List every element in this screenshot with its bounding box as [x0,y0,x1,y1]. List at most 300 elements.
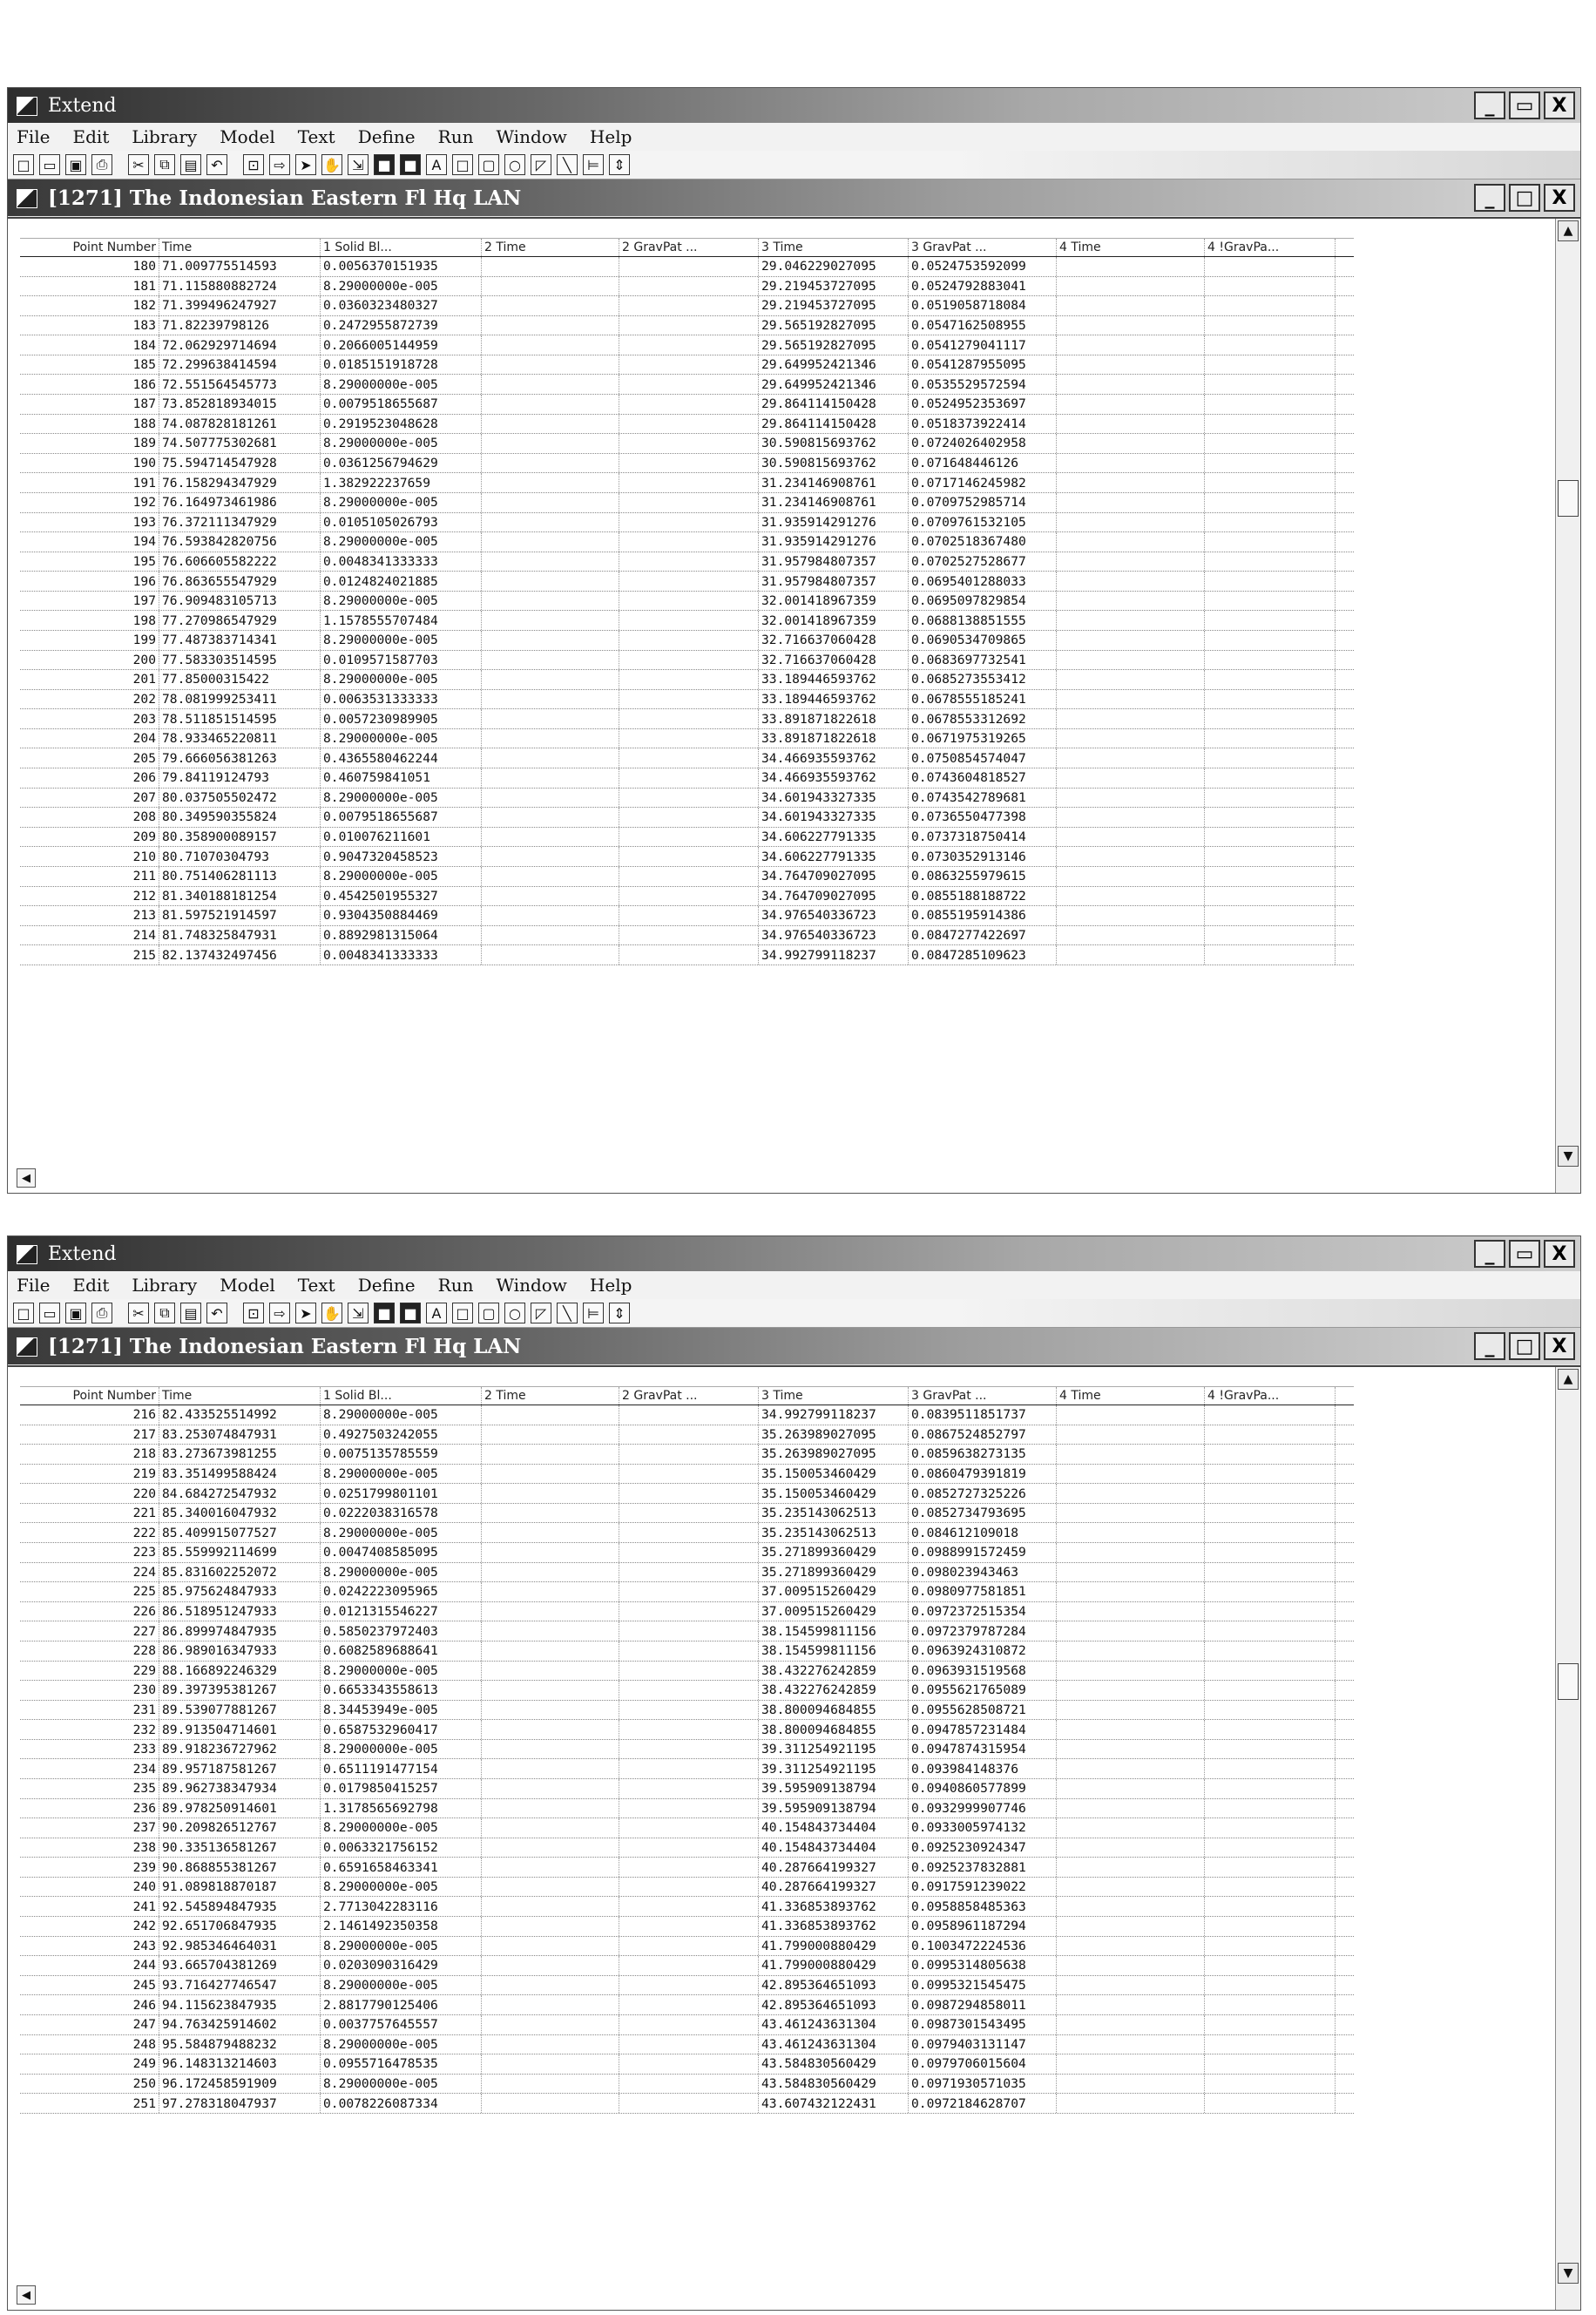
table-cell[interactable] [1205,1858,1336,1877]
col-header-point-number[interactable]: Point Number [20,239,159,256]
table-cell[interactable]: 85.409915077527 [159,1523,321,1542]
menu-edit[interactable]: Edit [72,126,110,147]
table-cell[interactable]: 214 [20,926,159,945]
table-cell[interactable]: 92.985346464031 [159,1937,321,1956]
table-cell[interactable]: 83.273673981255 [159,1445,321,1464]
table-cell[interactable] [619,513,759,532]
table-cell[interactable]: 0.0750854574047 [909,748,1057,768]
copy-icon[interactable]: ⧉ [154,154,175,175]
table-cell[interactable] [619,335,759,355]
menu-library[interactable]: Library [132,1275,198,1296]
table-cell[interactable]: 201 [20,670,159,689]
col-header-time-3[interactable]: 3 Time [759,239,909,256]
table-cell[interactable]: 77.85000315422 [159,670,321,689]
table-cell[interactable] [619,572,759,591]
table-cell[interactable]: 0.0958961187294 [909,1917,1057,1936]
table-cell[interactable]: 251 [20,2094,159,2113]
polygon-tool-icon[interactable]: ◸ [531,154,551,175]
menu-file[interactable]: File [17,126,51,147]
table-cell[interactable] [482,1759,619,1778]
zoom-icon[interactable]: ⊡ [243,154,264,175]
table-cell[interactable]: 74.087828181261 [159,415,321,434]
table-cell[interactable]: 88.166892246329 [159,1662,321,1681]
table-cell[interactable]: 248 [20,2035,159,2054]
table-cell[interactable] [482,434,619,453]
table-cell[interactable] [1205,434,1336,453]
table-cell[interactable]: 8.29000000e-005 [321,434,482,453]
table-cell[interactable]: 221 [20,1504,159,1523]
minimize-button[interactable]: _ [1474,1240,1505,1268]
table-cell[interactable]: 89.962738347934 [159,1779,321,1798]
table-cell[interactable]: 85.559992114699 [159,1543,321,1562]
table-cell[interactable]: 8.29000000e-005 [321,375,482,394]
table-cell[interactable] [1057,867,1205,886]
table-cell[interactable]: 194 [20,532,159,552]
table-cell[interactable]: 244 [20,1956,159,1975]
table-cell[interactable] [619,1858,759,1877]
restore-button[interactable]: ▭ [1509,91,1540,119]
table-cell[interactable]: 0.2919523048628 [321,415,482,434]
table-cell[interactable]: 81.748325847931 [159,926,321,945]
table-cell[interactable]: 80.358900089157 [159,828,321,847]
table-cell[interactable]: 0.0678555185241 [909,690,1057,709]
menu-edit[interactable]: Edit [72,1275,110,1296]
table-cell[interactable]: 0.0863255979615 [909,867,1057,886]
table-cell[interactable]: 213 [20,906,159,925]
table-cell[interactable]: 220 [20,1484,159,1503]
table-cell[interactable] [1057,316,1205,335]
table-cell[interactable] [1205,1484,1336,1503]
table-cell[interactable] [482,395,619,414]
doc-close-button[interactable]: X [1544,184,1575,212]
table-cell[interactable] [482,1465,619,1484]
table-cell[interactable]: 0.0109571587703 [321,651,482,670]
table-cell[interactable] [619,296,759,315]
table-cell[interactable]: 29.219453727095 [759,296,909,315]
table-cell[interactable]: 0.0847277422697 [909,926,1057,945]
table-cell[interactable]: 81.597521914597 [159,906,321,925]
table-cell[interactable] [1205,1956,1336,1975]
table-cell[interactable]: 89.978250914601 [159,1799,321,1818]
table-cell[interactable]: 0.0933005974132 [909,1818,1057,1838]
table-cell[interactable] [1057,926,1205,945]
table-cell[interactable]: 34.976540336723 [759,906,909,925]
table-cell[interactable] [1205,651,1336,670]
table-cell[interactable] [1205,2094,1336,2113]
table-cell[interactable] [482,651,619,670]
table-cell[interactable]: 0.0988991572459 [909,1543,1057,1562]
table-cell[interactable] [1057,1759,1205,1778]
table-cell[interactable]: 241 [20,1897,159,1916]
restore-button[interactable]: ▭ [1509,1240,1540,1268]
col-header-solid-bl[interactable]: 1 Solid Bl... [321,239,482,256]
table-cell[interactable]: 38.154599811156 [759,1641,909,1661]
table-cell[interactable]: 38.800094684855 [759,1701,909,1720]
oval-tool-icon[interactable]: ○ [504,154,525,175]
menu-help[interactable]: Help [589,1275,632,1296]
table-cell[interactable]: 8.34453949e-005 [321,1701,482,1720]
table-cell[interactable] [482,828,619,847]
table-cell[interactable]: 90.335136581267 [159,1838,321,1858]
fill-pattern-icon[interactable]: ■ [400,154,421,175]
table-cell[interactable]: 212 [20,887,159,906]
table-cell[interactable]: 211 [20,867,159,886]
table-cell[interactable] [482,1523,619,1542]
table-cell[interactable]: 35.271899360429 [759,1563,909,1582]
table-cell[interactable]: 0.0955716478535 [321,2054,482,2074]
scroll-down-icon[interactable]: ▼ [1558,2263,1579,2284]
table-cell[interactable] [482,1425,619,1445]
table-cell[interactable]: 78.933465220811 [159,729,321,748]
table-cell[interactable]: 0.0940860577899 [909,1779,1057,1798]
table-cell[interactable]: 196 [20,572,159,591]
col-header-time-3[interactable]: 3 Time [759,1387,909,1405]
table-cell[interactable]: 193 [20,513,159,532]
table-cell[interactable]: 8.29000000e-005 [321,1405,482,1425]
table-cell[interactable] [619,1897,759,1916]
table-cell[interactable]: 0.0963924310872 [909,1641,1057,1661]
table-cell[interactable] [1057,828,1205,847]
table-cell[interactable]: 0.0105105026793 [321,513,482,532]
table-cell[interactable] [619,277,759,296]
table-cell[interactable] [482,1995,619,2014]
table-cell[interactable]: 0.0518373922414 [909,415,1057,434]
table-cell[interactable] [1057,690,1205,709]
table-cell[interactable] [1057,1818,1205,1838]
table-cell[interactable]: 38.800094684855 [759,1720,909,1739]
table-cell[interactable]: 187 [20,395,159,414]
table-cell[interactable]: 0.9047320458523 [321,847,482,866]
table-cell[interactable]: 40.154843734404 [759,1838,909,1858]
table-cell[interactable] [1205,1621,1336,1641]
table-cell[interactable] [1057,611,1205,630]
table-cell[interactable] [619,2075,759,2094]
table-cell[interactable]: 238 [20,1838,159,1858]
table-cell[interactable] [1057,415,1205,434]
table-cell[interactable]: 31.234146908761 [759,473,909,492]
table-cell[interactable] [1057,1995,1205,2014]
table-cell[interactable] [482,552,619,572]
table-cell[interactable]: 41.336853893762 [759,1897,909,1916]
table-cell[interactable]: 0.0859638273135 [909,1445,1057,1464]
table-cell[interactable] [482,1878,619,1897]
table-cell[interactable] [1057,2094,1205,2113]
table-cell[interactable]: 0.0037757645557 [321,2015,482,2034]
clone-icon[interactable]: ⇲ [348,154,369,175]
table-cell[interactable]: 32.716637060428 [759,651,909,670]
text-tool-icon[interactable]: A [426,1303,447,1323]
table-cell[interactable] [1205,1602,1336,1621]
table-cell[interactable]: 0.0063321756152 [321,1838,482,1858]
table-cell[interactable]: 35.150053460429 [759,1484,909,1503]
table-cell[interactable] [482,335,619,355]
table-cell[interactable]: 231 [20,1701,159,1720]
table-cell[interactable] [482,611,619,630]
table-cell[interactable]: 0.0688138851555 [909,611,1057,630]
table-cell[interactable] [619,1484,759,1503]
table-cell[interactable]: 31.234146908761 [759,493,909,512]
table-cell[interactable]: 76.158294347929 [159,473,321,492]
table-cell[interactable] [1205,473,1336,492]
table-cell[interactable]: 0.0690534709865 [909,631,1057,650]
table-cell[interactable] [482,867,619,886]
table-cell[interactable]: 29.649952421346 [759,375,909,394]
table-cell[interactable]: 215 [20,945,159,965]
table-cell[interactable] [482,1484,619,1503]
table-cell[interactable] [482,296,619,315]
col-header-time-4[interactable]: 4 Time [1057,239,1205,256]
table-cell[interactable]: 79.666056381263 [159,748,321,768]
table-cell[interactable]: 30.590815693762 [759,434,909,453]
table-cell[interactable] [1057,906,1205,925]
table-cell[interactable] [619,316,759,335]
table-cell[interactable]: 226 [20,1602,159,1621]
table-cell[interactable]: 34.466935593762 [759,768,909,788]
table-cell[interactable] [619,1838,759,1858]
table-cell[interactable]: 0.4927503242055 [321,1425,482,1445]
table-cell[interactable]: 83.253074847931 [159,1425,321,1445]
table-cell[interactable]: 184 [20,335,159,355]
table-cell[interactable]: 33.891871822618 [759,729,909,748]
table-cell[interactable]: 0.0063531333333 [321,690,482,709]
table-cell[interactable] [1205,1720,1336,1739]
table-cell[interactable] [1057,2015,1205,2034]
table-cell[interactable]: 1.382922237659 [321,473,482,492]
table-cell[interactable]: 90.209826512767 [159,1818,321,1838]
table-cell[interactable]: 8.29000000e-005 [321,493,482,512]
table-cell[interactable]: 0.0932999907746 [909,1799,1057,1818]
table-cell[interactable]: 8.29000000e-005 [321,1465,482,1484]
table-cell[interactable] [482,1897,619,1916]
table-cell[interactable]: 223 [20,1543,159,1562]
table-cell[interactable] [1057,1602,1205,1621]
table-cell[interactable] [1205,355,1336,375]
table-cell[interactable]: 78.511851514595 [159,709,321,728]
table-cell[interactable] [1057,572,1205,591]
table-cell[interactable]: 0.6511191477154 [321,1759,482,1778]
table-cell[interactable] [619,2035,759,2054]
table-cell[interactable]: 0.0695097829854 [909,592,1057,611]
table-cell[interactable] [1057,1937,1205,1956]
table-cell[interactable] [619,1878,759,1897]
vertical-scrollbar[interactable] [1555,1367,1580,2310]
scroll-down-icon[interactable]: ▼ [1558,1146,1579,1167]
table-cell[interactable] [1057,709,1205,728]
table-cell[interactable]: 38.154599811156 [759,1621,909,1641]
table-cell[interactable]: 206 [20,768,159,788]
table-cell[interactable] [619,395,759,414]
table-cell[interactable] [482,1504,619,1523]
table-cell[interactable] [482,808,619,827]
table-cell[interactable] [1057,493,1205,512]
table-cell[interactable]: 0.0519058718084 [909,296,1057,315]
table-cell[interactable]: 0.093984148376 [909,1759,1057,1778]
table-cell[interactable] [482,906,619,925]
table-cell[interactable]: 235 [20,1779,159,1798]
table-cell[interactable]: 233 [20,1740,159,1759]
table-cell[interactable] [482,1799,619,1818]
table-cell[interactable]: 0.5850237972403 [321,1621,482,1641]
table-cell[interactable]: 0.0541279041117 [909,335,1057,355]
table-cell[interactable]: 203 [20,709,159,728]
table-cell[interactable] [482,945,619,965]
table-cell[interactable]: 39.311254921195 [759,1740,909,1759]
table-cell[interactable]: 77.487383714341 [159,631,321,650]
table-cell[interactable] [1205,748,1336,768]
table-cell[interactable]: 77.270986547929 [159,611,321,630]
table-cell[interactable]: 0.0972372515354 [909,1602,1057,1621]
open-file-icon[interactable]: ▭ [39,1303,60,1323]
table-cell[interactable] [619,1701,759,1720]
table-cell[interactable] [1057,887,1205,906]
doc-minimize-button[interactable]: _ [1474,1332,1505,1360]
table-cell[interactable] [482,1701,619,1720]
table-cell[interactable] [482,1681,619,1700]
table-cell[interactable] [1057,2075,1205,2094]
table-cell[interactable] [1205,828,1336,847]
table-cell[interactable] [1205,729,1336,748]
table-cell[interactable] [1205,808,1336,827]
table-cell[interactable] [1205,375,1336,394]
table-cell[interactable] [1205,415,1336,434]
table-cell[interactable]: 0.6653343558613 [321,1681,482,1700]
table-cell[interactable] [619,1641,759,1661]
menu-define[interactable]: Define [357,126,416,147]
table-cell[interactable]: 0.0685273553412 [909,670,1057,689]
table-cell[interactable] [1057,1740,1205,1759]
table-cell[interactable]: 186 [20,375,159,394]
table-cell[interactable]: 1.3178565692798 [321,1799,482,1818]
open-file-icon[interactable]: ▭ [39,154,60,175]
table-cell[interactable]: 85.975624847933 [159,1582,321,1601]
table-cell[interactable]: 8.29000000e-005 [321,1563,482,1582]
table-cell[interactable]: 0.010076211601 [321,828,482,847]
table-cell[interactable]: 247 [20,2015,159,2034]
menu-file[interactable]: File [17,1275,51,1296]
table-cell[interactable]: 39.595909138794 [759,1779,909,1798]
table-cell[interactable]: 207 [20,789,159,808]
table-cell[interactable]: 31.957984807357 [759,572,909,591]
table-cell[interactable]: 76.372111347929 [159,513,321,532]
table-cell[interactable] [1057,768,1205,788]
table-cell[interactable]: 80.349590355824 [159,808,321,827]
table-cell[interactable]: 0.0995314805638 [909,1956,1057,1975]
table-cell[interactable] [619,532,759,552]
table-cell[interactable] [619,906,759,925]
table-cell[interactable] [1057,1720,1205,1739]
table-cell[interactable]: 76.593842820756 [159,532,321,552]
table-cell[interactable]: 0.0955621765089 [909,1681,1057,1700]
table-cell[interactable]: 89.913504714601 [159,1720,321,1739]
table-cell[interactable]: 0.0980977581851 [909,1582,1057,1601]
col-header-time-4[interactable]: 4 Time [1057,1387,1205,1405]
table-cell[interactable] [619,1582,759,1601]
table-cell[interactable]: 222 [20,1523,159,1542]
table-cell[interactable] [619,887,759,906]
table-cell[interactable] [482,592,619,611]
table-cell[interactable] [1057,532,1205,552]
doc-minimize-button[interactable]: _ [1474,184,1505,212]
table-cell[interactable] [1205,1740,1336,1759]
table-cell[interactable]: 0.0524792883041 [909,277,1057,296]
table-cell[interactable]: 218 [20,1445,159,1464]
table-cell[interactable]: 33.891871822618 [759,709,909,728]
table-cell[interactable]: 39.311254921195 [759,1759,909,1778]
rectangle-tool-icon[interactable]: □ [452,1303,473,1323]
table-cell[interactable] [1057,1662,1205,1681]
table-cell[interactable]: 0.4365580462244 [321,748,482,768]
table-cell[interactable]: 0.9304350884469 [321,906,482,925]
table-cell[interactable]: 0.0867524852797 [909,1425,1057,1445]
table-cell[interactable] [1205,1543,1336,1562]
oval-tool-icon[interactable]: ○ [504,1303,525,1323]
table-cell[interactable] [482,1720,619,1739]
table-cell[interactable] [1205,1838,1336,1858]
table-cell[interactable]: 8.29000000e-005 [321,532,482,552]
table-cell[interactable]: 0.0852734793695 [909,1504,1057,1523]
table-cell[interactable]: 34.764709027095 [759,887,909,906]
col-header-gravpat-2[interactable]: 2 GravPat ... [619,239,759,256]
table-cell[interactable] [1205,1701,1336,1720]
table-cell[interactable]: 72.551564545773 [159,375,321,394]
table-cell[interactable]: 250 [20,2075,159,2094]
table-cell[interactable] [1057,1976,1205,1995]
table-cell[interactable] [1057,1641,1205,1661]
table-cell[interactable] [482,375,619,394]
table-cell[interactable] [1205,1641,1336,1661]
align-icon[interactable]: ⊨ [583,154,604,175]
table-cell[interactable] [1057,592,1205,611]
table-cell[interactable]: 0.0056370151935 [321,257,482,276]
table-cell[interactable] [482,926,619,945]
scroll-thumb[interactable] [1558,480,1579,517]
table-cell[interactable]: 0.0979706015604 [909,2054,1057,2074]
table-cell[interactable]: 38.432276242859 [759,1662,909,1681]
table-cell[interactable]: 43.607432122431 [759,2094,909,2113]
table-cell[interactable] [1205,1662,1336,1681]
table-cell[interactable]: 0.0048341333333 [321,945,482,965]
table-cell[interactable]: 243 [20,1937,159,1956]
table-cell[interactable] [1057,1917,1205,1936]
table-cell[interactable]: 0.0203090316429 [321,1956,482,1975]
table-cell[interactable]: 8.29000000e-005 [321,1976,482,1995]
table-cell[interactable] [1057,552,1205,572]
menu-model[interactable]: Model [220,126,275,147]
table-cell[interactable] [619,1621,759,1641]
table-cell[interactable]: 8.29000000e-005 [321,670,482,689]
table-cell[interactable]: 0.0535529572594 [909,375,1057,394]
vertical-scrollbar[interactable] [1555,219,1580,1193]
table-cell[interactable] [619,1818,759,1838]
table-cell[interactable]: 8.29000000e-005 [321,1818,482,1838]
table-cell[interactable] [482,1621,619,1641]
table-cell[interactable]: 8.29000000e-005 [321,1878,482,1897]
table-cell[interactable]: 29.565192827095 [759,335,909,355]
table-cell[interactable]: 8.29000000e-005 [321,1740,482,1759]
table-cell[interactable]: 0.460759841051 [321,768,482,788]
table-cell[interactable]: 0.6591658463341 [321,1858,482,1877]
close-button[interactable]: X [1544,1240,1575,1268]
table-cell[interactable]: 0.0860479391819 [909,1465,1057,1484]
table-cell[interactable] [619,1563,759,1582]
table-cell[interactable] [1057,847,1205,866]
table-cell[interactable] [1205,611,1336,630]
scroll-left-icon[interactable]: ◀ [17,1168,36,1188]
table-cell[interactable]: 8.29000000e-005 [321,1662,482,1681]
table-cell[interactable]: 0.0972184628707 [909,2094,1057,2113]
table-cell[interactable] [1205,789,1336,808]
table-cell[interactable]: 2.1461492350358 [321,1917,482,1936]
